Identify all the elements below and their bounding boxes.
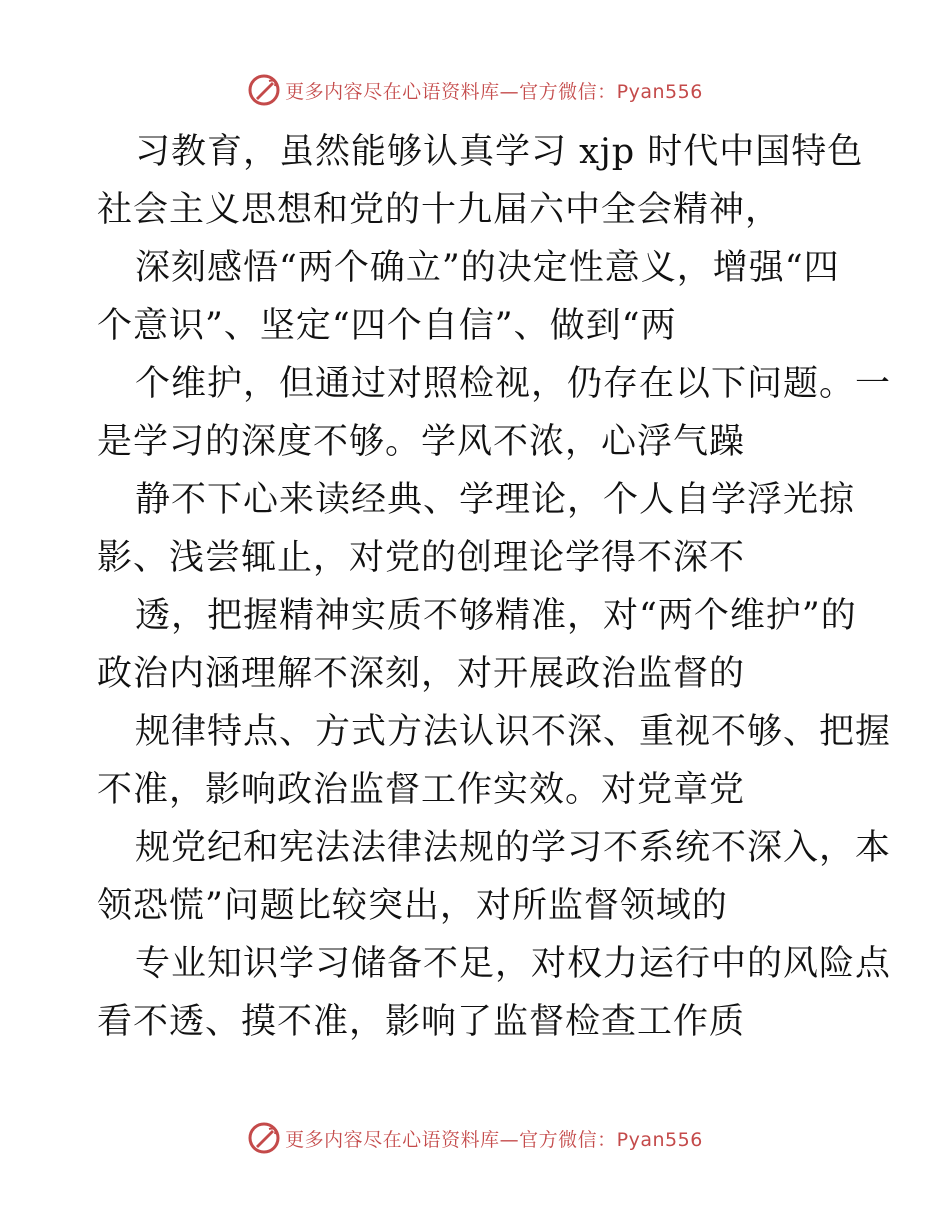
text-line: 影、浅尝辄止，对党的创理论学得不深不	[97, 538, 746, 578]
text-line: 静不下心来读经典、学理论，个人自学浮光掠	[135, 480, 856, 520]
header-watermark	[0, 70, 950, 110]
header-watermark-text: 更多内容尽在心语资料库—官方微信：Pyan556	[285, 80, 703, 103]
text-line: 深刻感悟“两个确立”的决定性意义，增强“四	[135, 248, 840, 288]
text-line: 透，把握精神实质不够精准，对“两个维护”的	[135, 596, 857, 636]
text-line: 不准，影响政治监督工作实效。对党章党	[97, 770, 746, 810]
document-body	[97, 123, 892, 1051]
text-line: 是学习的深度不够。学风不浓，心浮气躁	[97, 422, 746, 462]
text-line: 政治内涵理解不深刻，对开展政治监督的	[97, 654, 746, 694]
text-line: 习教育，虽然能够认真学习 xjp 时代中国特色	[135, 132, 864, 172]
text-line: 个维护，但通过对照检视，仍存在以下问题。一	[135, 364, 892, 404]
quill-pen-logo-icon	[247, 1121, 281, 1155]
text-line: 专业知识学习储备不足，对权力运行中的风险点	[135, 944, 892, 984]
text-line: 规党纪和宪法法律法规的学习不系统不深入，本	[135, 828, 892, 868]
text-line: 领恐慌”问题比较突出，对所监督领域的	[97, 886, 728, 926]
text-line: 社会主义思想和党的十九届六中全会精神，	[97, 190, 782, 230]
quill-pen-logo-icon	[247, 73, 281, 107]
text-line: 看不透、摸不准，影响了监督检查工作质	[97, 1002, 746, 1042]
footer-watermark-text: 更多内容尽在心语资料库—官方微信：Pyan556	[285, 1128, 703, 1151]
text-line: 个意识”、坚定“四个自信”、做到“两	[97, 306, 677, 346]
text-line: 规律特点、方式方法认识不深、重视不够、把握	[135, 712, 892, 752]
footer-watermark	[0, 1118, 950, 1158]
